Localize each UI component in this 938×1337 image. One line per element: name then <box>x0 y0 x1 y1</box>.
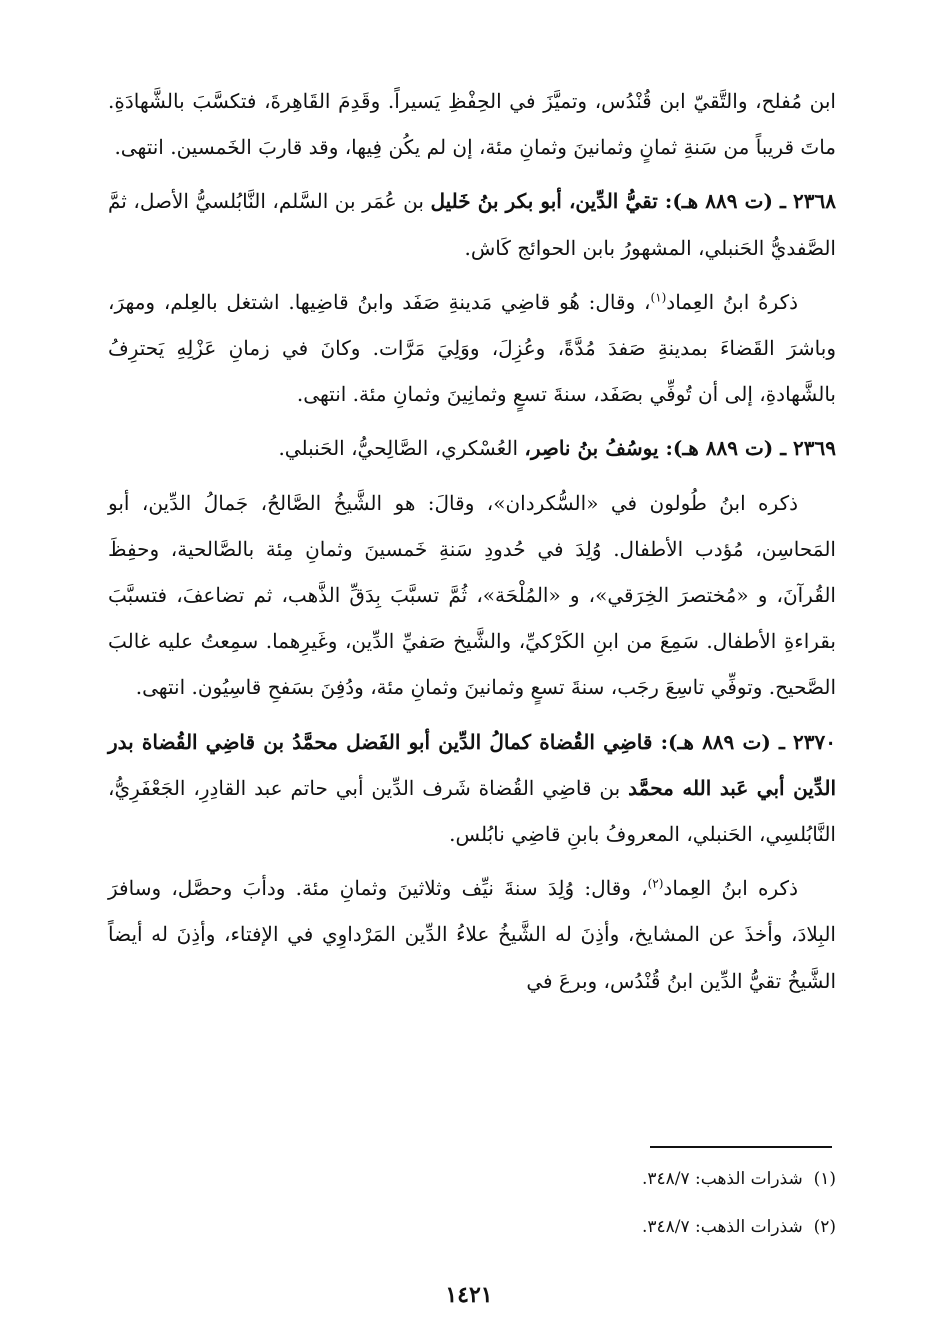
entry-2368-body-start: ذكرهُ ابنُ العِماد <box>666 289 798 314</box>
page-number: ١٤٢١ <box>445 1282 493 1308</box>
footnote-2-number: (٢) <box>813 1217 836 1237</box>
entry-2369-heading <box>108 425 836 471</box>
entry-2368-title: ٢٣٦٨ ـ (ت ٨٨٩ هـ): تقيُّ الدِّين، أبو بكر بنُ خَليل <box>430 189 836 214</box>
entry-2370-body <box>108 865 836 1004</box>
footnote-1 <box>108 1155 836 1203</box>
footnote-1-number: (١) <box>813 1169 836 1189</box>
footnotes <box>108 1155 836 1251</box>
footnote-2 <box>108 1203 836 1251</box>
entry-2370-heading <box>108 719 836 858</box>
entry-2369-title-rest: العُسْكري، الصَّالِحيُّ، الحَنبلي. <box>278 436 518 461</box>
footnote-1-text: شذرات الذهب: ٣٤٨/٧. <box>641 1169 803 1189</box>
entry-2370-title-rest: بن قاضِي القُضاة شَرف الدِّين أبي حاتم عبد القادِرِ، الجَعْفَرِيُّ، النَّابُلسِي، الحَنبلي، المعروفُ بابنِ قاضِي نابُلس. <box>108 775 836 847</box>
footnote-ref-2[interactable]: (٢) <box>647 876 664 891</box>
entry-2368-title-rest: بن عُمَر بن السَّلم، النَّابُلسيُّ الأصل، ثمَّ الصَّفديُّ الحَنبلي، المشهورُ بابن الحوائج كَاش. <box>108 189 836 260</box>
entry-2370-title: ٢٣٧٠ ـ (ت ٨٨٩ هـ): قاضِي القُضاة كمالُ الدِّين أبو الفَضل محمَّدُ بن قاضِي القُضاة بدر الدِّين أبي عَبد الله محمَّد <box>108 729 837 800</box>
footnote-ref-1[interactable]: (١) <box>650 290 667 305</box>
footnote-separator <box>650 1146 832 1148</box>
main-text <box>108 78 836 1012</box>
continuation-paragraph: ابن مُفلح، والتَّقيّ ابن قُنْدُس، وتميَّزَ في الحِفْظِ يَسيراً. وقَدِمَ القَاهِرةَ، فتكسَّبَ بالشَّهادَةِ. ماتَ قريباً من سَنةِ ثمانٍ وثمانينَ وثمانِ مئة، إن لم يكُن فِيها، وقد قاربَ الخَمسين. انتهى. <box>108 89 836 160</box>
entry-2368-body-rest: ، وقال: هُو قاضِي مَدينةِ صَفَد وابنُ قاضِيها. اشتغل بالعِلم، ومهرَ، وباشرَ القَضاءَ بمدينةِ صَفدَ مُدَّةً، وعُزِلَ، ووَلِيَ مَرَّات. وكانَ في زمانِ عَزْلِهِ يَحترِفُ بالشَّهادةِ، إلى أن تُوفِّي بصَفَد، سنةَ تسعٍ وثمانِينَ وثمانِ مئة. انتهى. <box>108 289 836 407</box>
entry-2368-heading <box>108 178 836 270</box>
entry-2369-title: ٢٣٦٩ ـ (ت ٨٨٩ هـ): يوسُفُ بنُ ناصِر، <box>524 436 836 461</box>
entry-2369-body-text: ذكره ابنُ طُولون في «السُّكردان»، وقالَ: هو الشَّيخُ الصَّالحُ، جَمالُ الدِّين، أبو المَحاسِن، مُؤدب الأطفال. وُلِدَ في حُدودِ سَنةِ خَمسينَ وثمانِ مِئة بالصَّالحية، وحفِظَ القُرآنَ، و «مُختصرَ الخِرَقي»، و «المُلْحَة»، ثُمَّ تسبَّبَ بِدَقِّ الذَّهب، ثم تضاعفَ، فتسبَّبَ بقراءةِ الأطفال. سَمِعَ من ابنِ الكَرْكيِّ، والشَّيخ صَفيِّ الدِّين، وغَيرِهما. سمِعتُ عليه غالبَ الصَّحيح. وتوفِّي تاسِعَ رجَب، سنةَ تسعٍ وثمانينَ وثمانِ مئة، ودُفِنَ بسَفحِ قاسِيُون. انتهى. <box>108 490 836 700</box>
footnote-2-text: شذرات الذهب: ٣٤٨/٧. <box>641 1217 803 1237</box>
entry-2370-body-start: ذكره ابنُ العِماد <box>663 876 798 901</box>
entry-2369-body <box>108 480 836 711</box>
entry-2370-body-rest: ، وقال: وُلِدَ سنةَ نيِّف وثلاثينَ وثمانِ مئة. ودأبَ وحصَّل، وسافرَ البِلادَ، وأخذَ عن المشايخ، وأذِنَ له الشَّيخُ علاءُ الدِّين المَرْداوِي في الإفتاء، وأذِنَ له أيضاً الشَّيخُ تقيُّ الدِّين ابنُ قُنْدُس، وبرعَ في <box>108 876 836 993</box>
entry-2368-body <box>108 279 836 418</box>
